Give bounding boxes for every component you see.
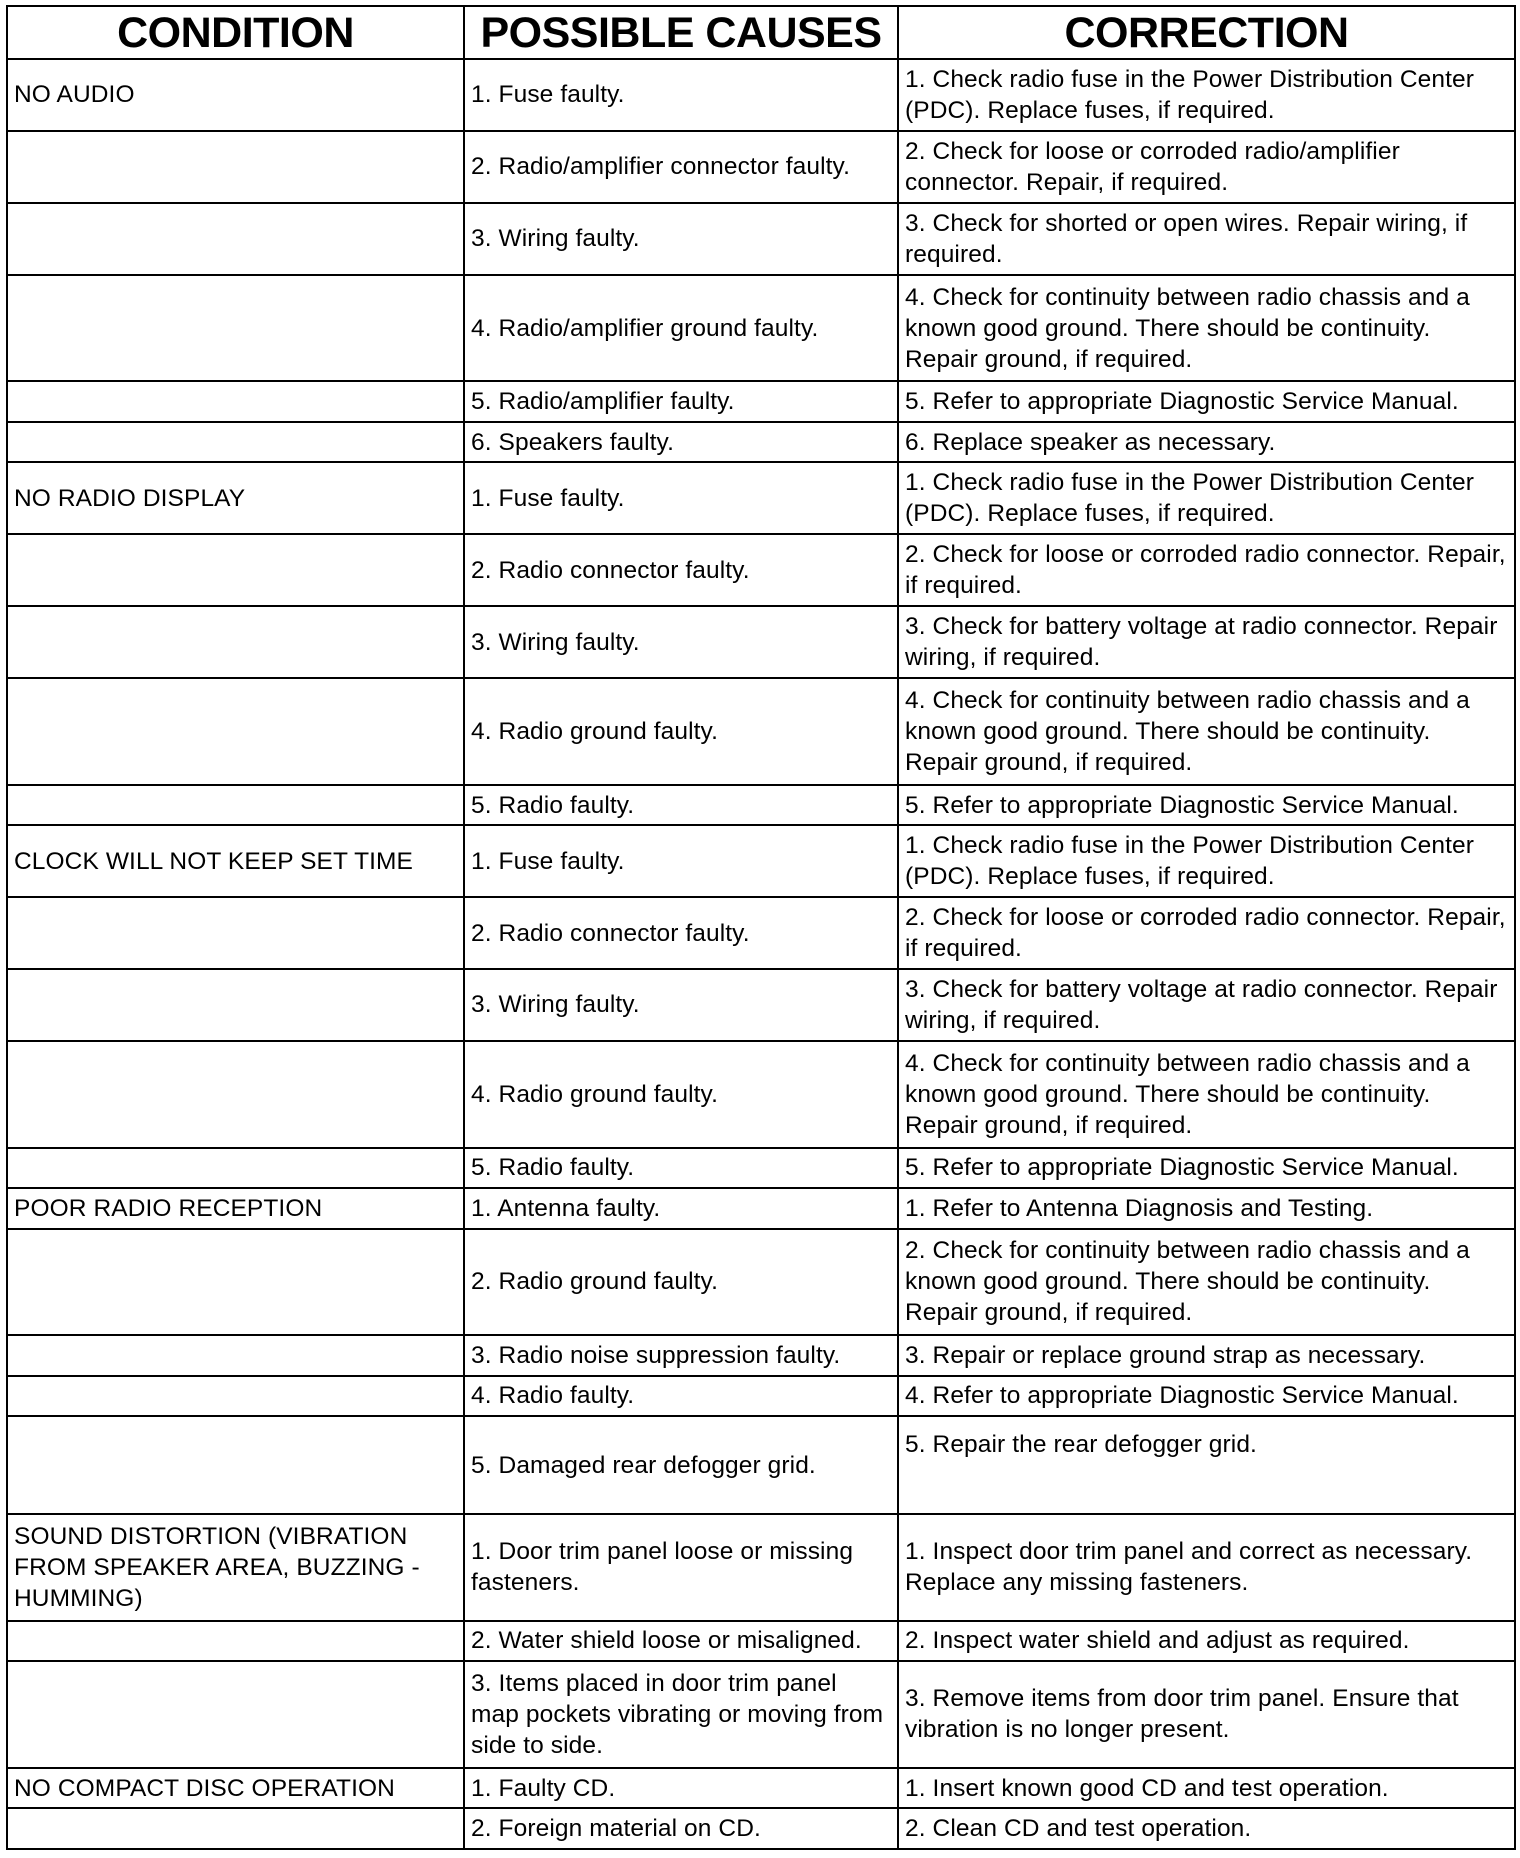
condition-cell [7, 1661, 464, 1768]
table-row [7, 1148, 1515, 1188]
table-row [7, 275, 1515, 382]
correction-cell: 2. Inspect water shield and adjust as required. [898, 1621, 1515, 1661]
condition-cell: NO COMPACT DISC OPERATION [7, 1768, 464, 1808]
condition-cell [7, 785, 464, 825]
cause-cell: 5. Damaged rear defogger grid. [464, 1416, 898, 1514]
correction-cell: 2. Check for continuity between radio chassis and a known good ground. There should be continuity. Repair ground, if required. [898, 1229, 1515, 1336]
cause-cell: 1. Fuse faulty. [464, 825, 898, 897]
correction-cell: 1. Check radio fuse in the Power Distribution Center (PDC). Replace fuses, if required. [898, 462, 1515, 534]
condition-cell [7, 1808, 464, 1849]
table-row [7, 606, 1515, 678]
cause-cell: 1. Fuse faulty. [464, 59, 898, 131]
table-row [7, 969, 1515, 1041]
condition-cell [7, 275, 464, 382]
table-row [7, 1229, 1515, 1336]
table-row [7, 1768, 1515, 1808]
condition-cell [7, 606, 464, 678]
correction-cell: 4. Refer to appropriate Diagnostic Service Manual. [898, 1376, 1515, 1416]
correction-cell: 3. Check for battery voltage at radio connector. Repair wiring, if required. [898, 969, 1515, 1041]
condition-cell [7, 131, 464, 203]
condition-cell: NO RADIO DISPLAY [7, 462, 464, 534]
correction-cell: 1. Refer to Antenna Diagnosis and Testing. [898, 1188, 1515, 1228]
cause-cell: 1. Antenna faulty. [464, 1188, 898, 1228]
condition-cell: SOUND DISTORTION (VIBRATION FROM SPEAKER AREA, BUZZING - HUMMING) [7, 1514, 464, 1621]
cause-cell: 5. Radio/amplifier faulty. [464, 381, 898, 421]
correction-cell: 5. Refer to appropriate Diagnostic Service Manual. [898, 785, 1515, 825]
table-row [7, 1188, 1515, 1228]
correction-cell: 5. Refer to appropriate Diagnostic Service Manual. [898, 1148, 1515, 1188]
correction-cell: 5. Repair the rear defogger grid. [898, 1416, 1515, 1514]
table-row [7, 897, 1515, 969]
table-row [7, 1335, 1515, 1375]
table-row [7, 203, 1515, 275]
condition-cell [7, 1376, 464, 1416]
condition-cell [7, 969, 464, 1041]
cause-cell: 5. Radio faulty. [464, 1148, 898, 1188]
cause-cell: 3. Wiring faulty. [464, 969, 898, 1041]
table-row [7, 1376, 1515, 1416]
condition-cell [7, 897, 464, 969]
correction-cell: 1. Check radio fuse in the Power Distribution Center (PDC). Replace fuses, if required. [898, 59, 1515, 131]
cause-cell: 4. Radio/amplifier ground faulty. [464, 275, 898, 382]
table-row [7, 1416, 1515, 1514]
correction-cell: 2. Check for loose or corroded radio connector. Repair, if required. [898, 534, 1515, 606]
cause-cell: 4. Radio ground faulty. [464, 678, 898, 785]
table-row [7, 825, 1515, 897]
cause-cell: 2. Foreign material on CD. [464, 1808, 898, 1849]
correction-cell: 2. Check for loose or corroded radio connector. Repair, if required. [898, 897, 1515, 969]
table-row [7, 422, 1515, 462]
condition-cell [7, 1335, 464, 1375]
header-possible-causes: POSSIBLE CAUSES [464, 6, 898, 59]
cause-cell: 4. Radio faulty. [464, 1376, 898, 1416]
cause-cell: 6. Speakers faulty. [464, 422, 898, 462]
condition-cell [7, 1148, 464, 1188]
correction-cell: 3. Repair or replace ground strap as necessary. [898, 1335, 1515, 1375]
table-row [7, 131, 1515, 203]
correction-cell: 5. Refer to appropriate Diagnostic Service Manual. [898, 381, 1515, 421]
condition-cell: CLOCK WILL NOT KEEP SET TIME [7, 825, 464, 897]
condition-cell [7, 678, 464, 785]
header-correction: CORRECTION [898, 6, 1515, 59]
correction-cell: 3. Remove items from door trim panel. Ensure that vibration is no longer present. [898, 1661, 1515, 1768]
cause-cell: 3. Wiring faulty. [464, 203, 898, 275]
cause-cell: 1. Faulty CD. [464, 1768, 898, 1808]
table-row [7, 59, 1515, 131]
correction-cell: 1. Check radio fuse in the Power Distribution Center (PDC). Replace fuses, if required. [898, 825, 1515, 897]
cause-cell: 3. Wiring faulty. [464, 606, 898, 678]
table-row [7, 785, 1515, 825]
cause-cell: 2. Radio connector faulty. [464, 534, 898, 606]
table-row [7, 1621, 1515, 1661]
correction-cell: 3. Check for shorted or open wires. Repair wiring, if required. [898, 203, 1515, 275]
diagnosis-table [6, 5, 1516, 1850]
table-row [7, 1661, 1515, 1768]
table-row [7, 381, 1515, 421]
condition-cell [7, 422, 464, 462]
cause-cell: 2. Water shield loose or misaligned. [464, 1621, 898, 1661]
correction-cell: 1. Inspect door trim panel and correct as necessary. Replace any missing fasteners. [898, 1514, 1515, 1621]
condition-cell [7, 1041, 464, 1148]
cause-cell: 2. Radio connector faulty. [464, 897, 898, 969]
header-row [7, 6, 1515, 59]
correction-cell: 4. Check for continuity between radio chassis and a known good ground. There should be continuity. Repair ground, if required. [898, 1041, 1515, 1148]
condition-cell [7, 1416, 464, 1514]
cause-cell: 1. Fuse faulty. [464, 462, 898, 534]
header-condition: CONDITION [7, 6, 464, 59]
correction-cell: 3. Check for battery voltage at radio connector. Repair wiring, if required. [898, 606, 1515, 678]
condition-cell [7, 203, 464, 275]
condition-cell: POOR RADIO RECEPTION [7, 1188, 464, 1228]
correction-cell: 2. Check for loose or corroded radio/amplifier connector. Repair, if required. [898, 131, 1515, 203]
condition-cell: NO AUDIO [7, 59, 464, 131]
cause-cell: 1. Door trim panel loose or missing fasteners. [464, 1514, 898, 1621]
condition-cell [7, 1621, 464, 1661]
cause-cell: 2. Radio/amplifier connector faulty. [464, 131, 898, 203]
cause-cell: 2. Radio ground faulty. [464, 1229, 898, 1336]
table-row [7, 1808, 1515, 1849]
correction-cell: 4. Check for continuity between radio chassis and a known good ground. There should be continuity. Repair ground, if required. [898, 275, 1515, 382]
condition-cell [7, 534, 464, 606]
condition-cell [7, 1229, 464, 1336]
correction-cell: 1. Insert known good CD and test operation. [898, 1768, 1515, 1808]
correction-cell: 2. Clean CD and test operation. [898, 1808, 1515, 1849]
cause-cell: 3. Radio noise suppression faulty. [464, 1335, 898, 1375]
cause-cell: 5. Radio faulty. [464, 785, 898, 825]
table-row [7, 1041, 1515, 1148]
table-row [7, 678, 1515, 785]
table-row [7, 1514, 1515, 1621]
condition-cell [7, 381, 464, 421]
cause-cell: 4. Radio ground faulty. [464, 1041, 898, 1148]
table-row [7, 462, 1515, 534]
correction-cell: 6. Replace speaker as necessary. [898, 422, 1515, 462]
cause-cell: 3. Items placed in door trim panel map pockets vibrating or moving from side to side. [464, 1661, 898, 1768]
correction-cell: 4. Check for continuity between radio chassis and a known good ground. There should be continuity. Repair ground, if required. [898, 678, 1515, 785]
table-row [7, 534, 1515, 606]
